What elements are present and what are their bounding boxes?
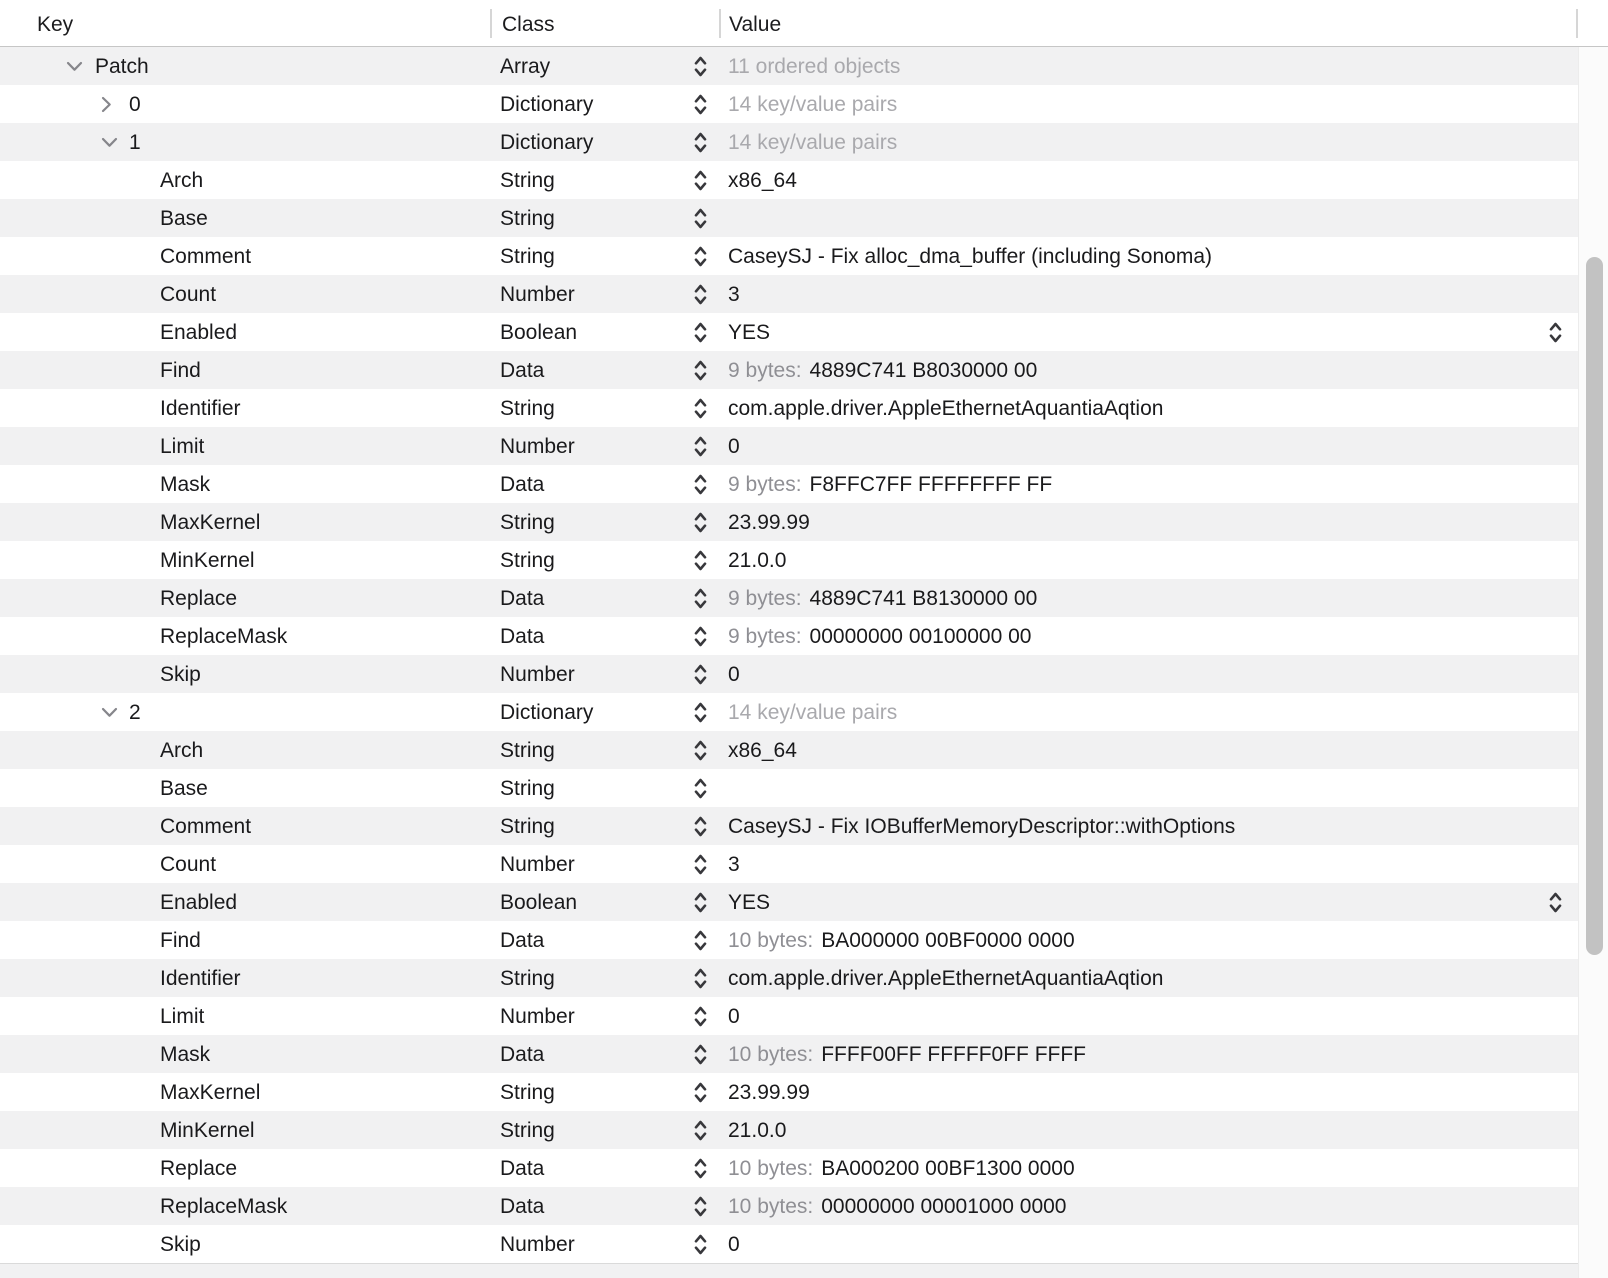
value-cell[interactable] <box>728 883 770 921</box>
class-stepper-icon[interactable] <box>694 541 707 579</box>
value-cell[interactable] <box>728 85 897 123</box>
class-cell[interactable]: Data <box>500 625 545 648</box>
plist-row[interactable] <box>0 465 1578 503</box>
class-stepper-icon[interactable] <box>694 693 707 731</box>
class-cell[interactable]: Array <box>500 55 551 78</box>
class-stepper-icon[interactable] <box>694 1187 707 1225</box>
value-cell[interactable] <box>728 541 786 579</box>
column-divider[interactable] <box>1576 9 1578 38</box>
value-cell[interactable] <box>728 465 1052 503</box>
value-text: 0 <box>728 435 740 458</box>
key-cell[interactable]: Comment <box>160 245 252 268</box>
class-stepper-icon[interactable] <box>694 1111 707 1149</box>
plist-row[interactable] <box>0 617 1578 655</box>
class-stepper-icon[interactable] <box>694 123 707 161</box>
class-cell[interactable]: Dictionary <box>500 93 594 116</box>
class-cell[interactable]: String <box>500 1081 555 1104</box>
class-stepper-icon[interactable] <box>694 161 707 199</box>
class-cell[interactable]: Number <box>500 283 575 306</box>
plist-row[interactable] <box>0 693 1578 731</box>
value-cell[interactable] <box>728 921 1075 959</box>
plist-row[interactable] <box>0 47 1578 85</box>
value-bytes-label: 10 bytes: <box>728 929 814 952</box>
class-cell[interactable]: String <box>500 207 555 230</box>
value-text: 0 <box>728 1005 740 1028</box>
value-bytes-label: 10 bytes: <box>728 1195 814 1218</box>
value-bytes-label: 9 bytes: <box>728 473 802 496</box>
key-cell[interactable]: Mask <box>160 473 211 496</box>
class-stepper-icon[interactable] <box>694 921 707 959</box>
class-cell[interactable]: String <box>500 967 555 990</box>
value-bytes-label: 9 bytes: <box>728 359 802 382</box>
class-cell[interactable]: Boolean <box>500 891 578 914</box>
value-cell[interactable] <box>728 1035 1086 1073</box>
value-cell[interactable] <box>728 47 900 85</box>
plist-row[interactable] <box>0 389 1578 427</box>
plist-row[interactable] <box>0 199 1578 237</box>
value-text: 0 <box>728 663 740 686</box>
plist-row[interactable] <box>0 123 1578 161</box>
class-stepper-icon[interactable] <box>694 85 707 123</box>
key-cell[interactable]: Base <box>160 777 208 800</box>
class-cell[interactable]: Data <box>500 929 545 952</box>
value-text: com.apple.driver.AppleEthernetAquantiaAqtion <box>728 967 1164 990</box>
value-text: BA000000 00BF0000 0000 <box>821 929 1075 952</box>
class-cell[interactable]: Number <box>500 853 575 876</box>
class-cell[interactable]: Boolean <box>500 321 578 344</box>
value-text: YES <box>728 891 771 914</box>
key-cell[interactable]: Comment <box>160 815 252 838</box>
class-cell[interactable]: String <box>500 169 555 192</box>
class-stepper-icon[interactable] <box>694 617 707 655</box>
disclosure-down-icon[interactable] <box>101 123 118 161</box>
value-bytes-label: 10 bytes: <box>728 1157 814 1180</box>
column-header-value: Value <box>729 13 782 36</box>
plist-row[interactable] <box>0 1225 1578 1263</box>
disclosure-right-icon[interactable] <box>101 85 112 123</box>
class-stepper-icon[interactable] <box>694 313 707 351</box>
key-cell[interactable]: Base <box>160 207 208 230</box>
class-stepper-icon[interactable] <box>694 579 707 617</box>
value-cell[interactable] <box>728 427 740 465</box>
plist-row[interactable] <box>0 1187 1578 1225</box>
class-cell[interactable]: Data <box>500 1195 545 1218</box>
key-cell[interactable]: MinKernel <box>160 1119 255 1142</box>
class-cell[interactable]: Number <box>500 1005 575 1028</box>
key-cell[interactable]: Replace <box>160 587 238 610</box>
value-summary: 14 key/value pairs <box>728 701 898 724</box>
value-bytes-label: 9 bytes: <box>728 587 802 610</box>
plist-row[interactable] <box>0 959 1578 997</box>
value-cell[interactable] <box>728 1225 740 1263</box>
value-cell[interactable] <box>728 655 740 693</box>
value-text: 23.99.99 <box>728 1081 810 1104</box>
class-stepper-icon[interactable] <box>694 845 707 883</box>
key-cell[interactable]: Mask <box>160 1043 211 1066</box>
plist-row[interactable] <box>0 997 1578 1035</box>
class-cell[interactable]: Number <box>500 435 575 458</box>
class-stepper-icon[interactable] <box>694 199 707 237</box>
class-cell[interactable]: Data <box>500 359 545 382</box>
value-text: 4889C741 B8030000 00 <box>809 359 1038 382</box>
key-cell[interactable]: Arch <box>160 169 204 192</box>
class-stepper-icon[interactable] <box>694 389 707 427</box>
key-cell[interactable]: MinKernel <box>160 549 255 572</box>
class-stepper-icon[interactable] <box>694 237 707 275</box>
class-cell[interactable]: Number <box>500 1233 575 1256</box>
value-text: F8FFC7FF FFFFFFFF FF <box>809 473 1053 496</box>
key-cell[interactable]: 2 <box>129 701 141 724</box>
disclosure-down-icon[interactable] <box>66 47 83 85</box>
plist-row[interactable] <box>0 845 1578 883</box>
value-text: 21.0.0 <box>728 1119 787 1142</box>
class-cell[interactable]: Dictionary <box>500 131 594 154</box>
scrollbar-thumb[interactable] <box>1586 257 1603 955</box>
column-header-key: Key <box>37 13 74 36</box>
table-header <box>0 0 1608 47</box>
class-cell[interactable]: Data <box>500 473 545 496</box>
value-text: com.apple.driver.AppleEthernetAquantiaAqtion <box>728 397 1164 420</box>
value-text: x86_64 <box>728 739 797 762</box>
plist-row[interactable] <box>0 731 1578 769</box>
class-stepper-icon[interactable] <box>694 959 707 997</box>
scrollbar-track[interactable] <box>1578 47 1608 1278</box>
value-text: FFFF00FF FFFFF0FF FFFF <box>821 1043 1087 1066</box>
key-cell[interactable]: Limit <box>160 1005 205 1028</box>
class-stepper-icon[interactable] <box>694 275 707 313</box>
class-cell[interactable]: String <box>500 1119 555 1142</box>
class-stepper-icon[interactable] <box>694 883 707 921</box>
value-text: 00000000 00001000 0000 <box>821 1195 1067 1218</box>
key-cell[interactable]: Find <box>160 359 201 382</box>
key-cell[interactable]: 0 <box>129 93 141 116</box>
class-stepper-icon[interactable] <box>694 1035 707 1073</box>
column-divider[interactable] <box>719 9 721 38</box>
plist-row[interactable] <box>0 427 1578 465</box>
value-text: BA000200 00BF1300 0000 <box>821 1157 1075 1180</box>
value-text: YES <box>728 321 771 344</box>
plist-row[interactable] <box>0 541 1578 579</box>
key-cell[interactable]: Enabled <box>160 891 238 914</box>
class-stepper-icon[interactable] <box>694 47 707 85</box>
value-cell[interactable] <box>728 579 1037 617</box>
key-cell[interactable]: MaxKernel <box>160 511 261 534</box>
key-cell[interactable]: ReplaceMask <box>160 625 288 648</box>
value-text: 00000000 00100000 00 <box>809 625 1032 648</box>
key-cell[interactable]: Find <box>160 929 201 952</box>
value-cell[interactable] <box>728 275 740 313</box>
value-cell[interactable] <box>728 351 1037 389</box>
value-cell[interactable] <box>728 959 1163 997</box>
class-cell[interactable]: Data <box>500 587 545 610</box>
class-stepper-icon[interactable] <box>694 351 707 389</box>
value-cell[interactable] <box>728 313 770 351</box>
column-header-class: Class <box>502 13 555 36</box>
class-cell[interactable]: String <box>500 245 555 268</box>
value-bytes-label: 9 bytes: <box>728 625 802 648</box>
plist-row[interactable] <box>0 351 1578 389</box>
class-stepper-icon[interactable] <box>694 769 707 807</box>
class-cell[interactable]: String <box>500 815 555 838</box>
plist-row[interactable] <box>0 85 1578 123</box>
class-cell[interactable]: String <box>500 511 555 534</box>
plist-row[interactable] <box>0 807 1578 845</box>
value-cell[interactable] <box>728 237 1212 275</box>
class-stepper-icon[interactable] <box>694 655 707 693</box>
key-cell[interactable]: 1 <box>129 131 141 154</box>
boolean-popup-icon[interactable] <box>1549 883 1562 921</box>
class-cell[interactable]: String <box>500 777 555 800</box>
value-text: CaseySJ - Fix alloc_dma_buffer (including Sonoma) <box>728 245 1213 268</box>
class-stepper-icon[interactable] <box>694 503 707 541</box>
value-cell[interactable] <box>728 503 810 541</box>
class-stepper-icon[interactable] <box>694 427 707 465</box>
boolean-popup-icon[interactable] <box>1549 313 1562 351</box>
class-stepper-icon[interactable] <box>694 465 707 503</box>
plist-row[interactable] <box>0 275 1578 313</box>
value-text: 3 <box>728 283 740 306</box>
key-cell[interactable]: Replace <box>160 1157 238 1180</box>
value-summary: 14 key/value pairs <box>728 131 898 154</box>
class-stepper-icon[interactable] <box>694 1225 707 1263</box>
value-bytes-label: 10 bytes: <box>728 1043 814 1066</box>
plist-row[interactable] <box>0 579 1578 617</box>
value-cell[interactable] <box>728 617 1031 655</box>
plist-row[interactable] <box>0 1073 1578 1111</box>
value-text: 21.0.0 <box>728 549 787 572</box>
next-row-partial <box>0 1263 1578 1278</box>
plist-row[interactable] <box>0 1149 1578 1187</box>
class-stepper-icon[interactable] <box>694 1149 707 1187</box>
key-cell[interactable]: Patch <box>95 55 149 78</box>
value-text: x86_64 <box>728 169 797 192</box>
plist-row[interactable] <box>0 883 1578 921</box>
plist-row[interactable] <box>0 921 1578 959</box>
value-cell[interactable] <box>728 997 740 1035</box>
value-cell[interactable] <box>728 1073 810 1111</box>
value-cell[interactable] <box>728 1187 1067 1225</box>
plist-row[interactable] <box>0 313 1578 351</box>
class-cell[interactable]: String <box>500 549 555 572</box>
value-cell[interactable] <box>728 389 1163 427</box>
key-cell[interactable]: Skip <box>160 663 201 686</box>
class-cell[interactable]: String <box>500 397 555 420</box>
value-cell[interactable] <box>728 807 1235 845</box>
value-cell[interactable] <box>728 731 797 769</box>
value-summary: 14 key/value pairs <box>728 93 898 116</box>
plist-row[interactable] <box>0 237 1578 275</box>
value-cell[interactable] <box>728 1149 1075 1187</box>
plist-row[interactable] <box>0 161 1578 199</box>
value-text: 0 <box>728 1233 740 1256</box>
key-cell[interactable]: Enabled <box>160 321 238 344</box>
key-cell[interactable]: Skip <box>160 1233 201 1256</box>
class-cell[interactable]: String <box>500 739 555 762</box>
class-cell[interactable]: Data <box>500 1043 545 1066</box>
value-cell[interactable] <box>728 845 740 883</box>
plist-outline-view <box>0 47 1578 1263</box>
value-summary: 11 ordered objects <box>728 55 901 78</box>
value-cell[interactable] <box>728 161 797 199</box>
class-cell[interactable]: Dictionary <box>500 701 594 724</box>
key-cell[interactable]: MaxKernel <box>160 1081 261 1104</box>
key-cell[interactable]: Identifier <box>160 397 241 420</box>
class-stepper-icon[interactable] <box>694 807 707 845</box>
value-cell[interactable] <box>728 1111 786 1149</box>
plist-row[interactable] <box>0 655 1578 693</box>
key-cell[interactable]: Count <box>160 853 217 876</box>
plist-row[interactable] <box>0 503 1578 541</box>
class-stepper-icon[interactable] <box>694 731 707 769</box>
plist-row[interactable] <box>0 769 1578 807</box>
key-cell[interactable]: Identifier <box>160 967 241 990</box>
class-stepper-icon[interactable] <box>694 997 707 1035</box>
value-cell[interactable] <box>728 693 897 731</box>
disclosure-down-icon[interactable] <box>101 693 118 731</box>
class-cell[interactable]: Data <box>500 1157 545 1180</box>
class-cell[interactable]: Number <box>500 663 575 686</box>
plist-row[interactable] <box>0 1035 1578 1073</box>
key-cell[interactable]: ReplaceMask <box>160 1195 288 1218</box>
value-text: 23.99.99 <box>728 511 810 534</box>
key-cell[interactable]: Count <box>160 283 217 306</box>
plist-row[interactable] <box>0 1111 1578 1149</box>
value-text: CaseySJ - Fix IOBufferMemoryDescriptor::withOptions <box>728 815 1236 838</box>
column-divider[interactable] <box>490 9 492 38</box>
key-cell[interactable]: Arch <box>160 739 204 762</box>
class-stepper-icon[interactable] <box>694 1073 707 1111</box>
value-cell[interactable] <box>728 123 897 161</box>
value-text: 3 <box>728 853 740 876</box>
key-cell[interactable]: Limit <box>160 435 205 458</box>
value-text: 4889C741 B8130000 00 <box>809 587 1038 610</box>
